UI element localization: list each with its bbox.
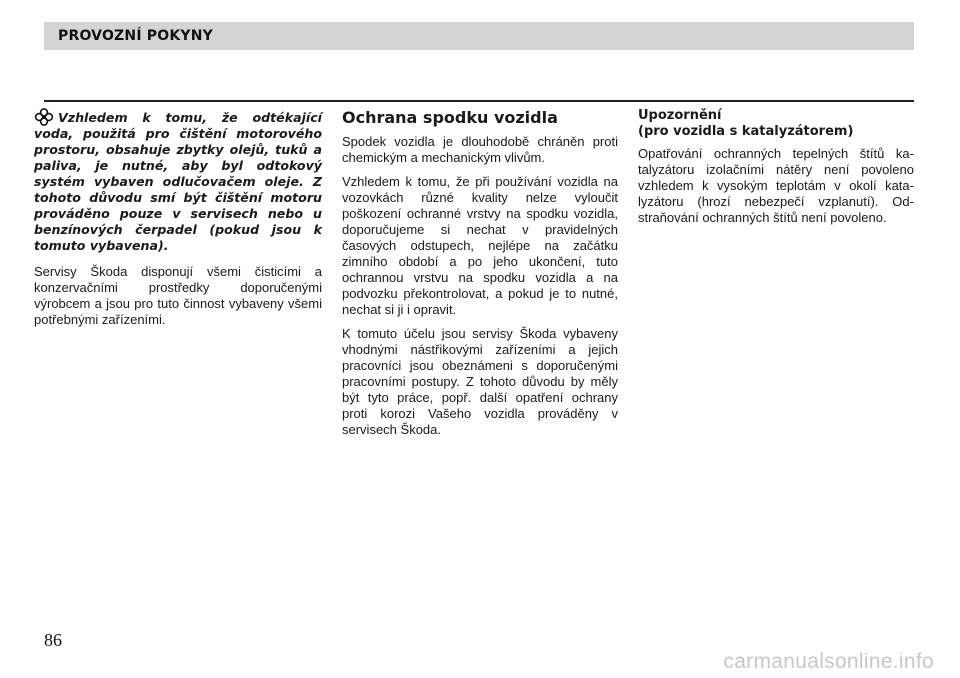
notice-heading-line-1: Upozornění	[638, 108, 722, 123]
warning-text: Vzhledem k tomu, že odtékající voda, použitá pro čištění motorového prostoru, obsahuje zbytky olejů, tuků a paliva, je nutné, aby byl odtokový systém vybaven odlučovačem oleje. Z tohoto důvodu smí být čištění motoru prováděno pouze v servisech nebo u benzínových čerpadel (pokud jsou k tomuto vybavena).	[34, 110, 322, 253]
catalyst-notice-paragraph: Opatřování ochranných tepelných štítů katalyzátoru izolačními nátěry není povoleno vzhledem k vysokým teplotám v okolí katalyzátoru (hrozí nebezpečí vzplanutí). Odstraňování ochranných štítů není povoleno.	[638, 146, 914, 225]
notice-heading-line-2: (pro vozidla s katalyzátorem)	[638, 124, 854, 139]
horizontal-rule	[44, 100, 914, 102]
column-left	[34, 108, 322, 336]
warning-note	[34, 108, 322, 254]
section-title: PROVOZNÍ POKYNY	[58, 28, 214, 44]
page-number: 86	[44, 630, 62, 650]
servicing-paragraph: Servisy Škoda disponují všemi čisticími a konzervačními prostředky doporučenými výrobcem a jsou pro tuto činnost vybaveny všemi potřebnými zařízeními.	[34, 264, 322, 327]
underbody-paragraph-1: Spodek vozidla je dlouhodobě chráněn proti chemickým a mechanickým vlivům.	[342, 134, 618, 165]
underbody-heading: Ochrana spodku vozidla	[342, 108, 558, 127]
section-header-bar	[44, 22, 914, 50]
underbody-paragraph-2: Vzhledem k tomu, že při používání vozidla na vozovkách různé kvality nelze vyloučit poškození ochranné vrstvy na spodku vozidla, doporučujeme si nechat v pravidelných časových odstupech, nejlépe na začátku zimního období a po jeho ukončení, tuto ochrannou vrstvu na spodku vozidla a na podvozku překontrolovat, a pokud je to nutné, nechat si ji i opravit.	[342, 174, 618, 317]
underbody-paragraph-3: K tomuto účelu jsou servisy Škoda vybaveny vhodnými nástřikovými zařízeními a jejich pracovníci jsou obeznámeni s doporučenými pracovními postupy. Z tohoto důvodu by měly být tyto práce, popř. další opatření ochrany proti korozi Vašeho vozidla prováděny v servisech Škoda.	[342, 326, 618, 437]
catalyst-notice-heading	[638, 108, 914, 140]
column-right	[638, 108, 914, 234]
flower-warning-icon	[34, 108, 54, 126]
watermark: carmanualsonline.info	[723, 650, 934, 673]
column-middle	[342, 108, 618, 446]
